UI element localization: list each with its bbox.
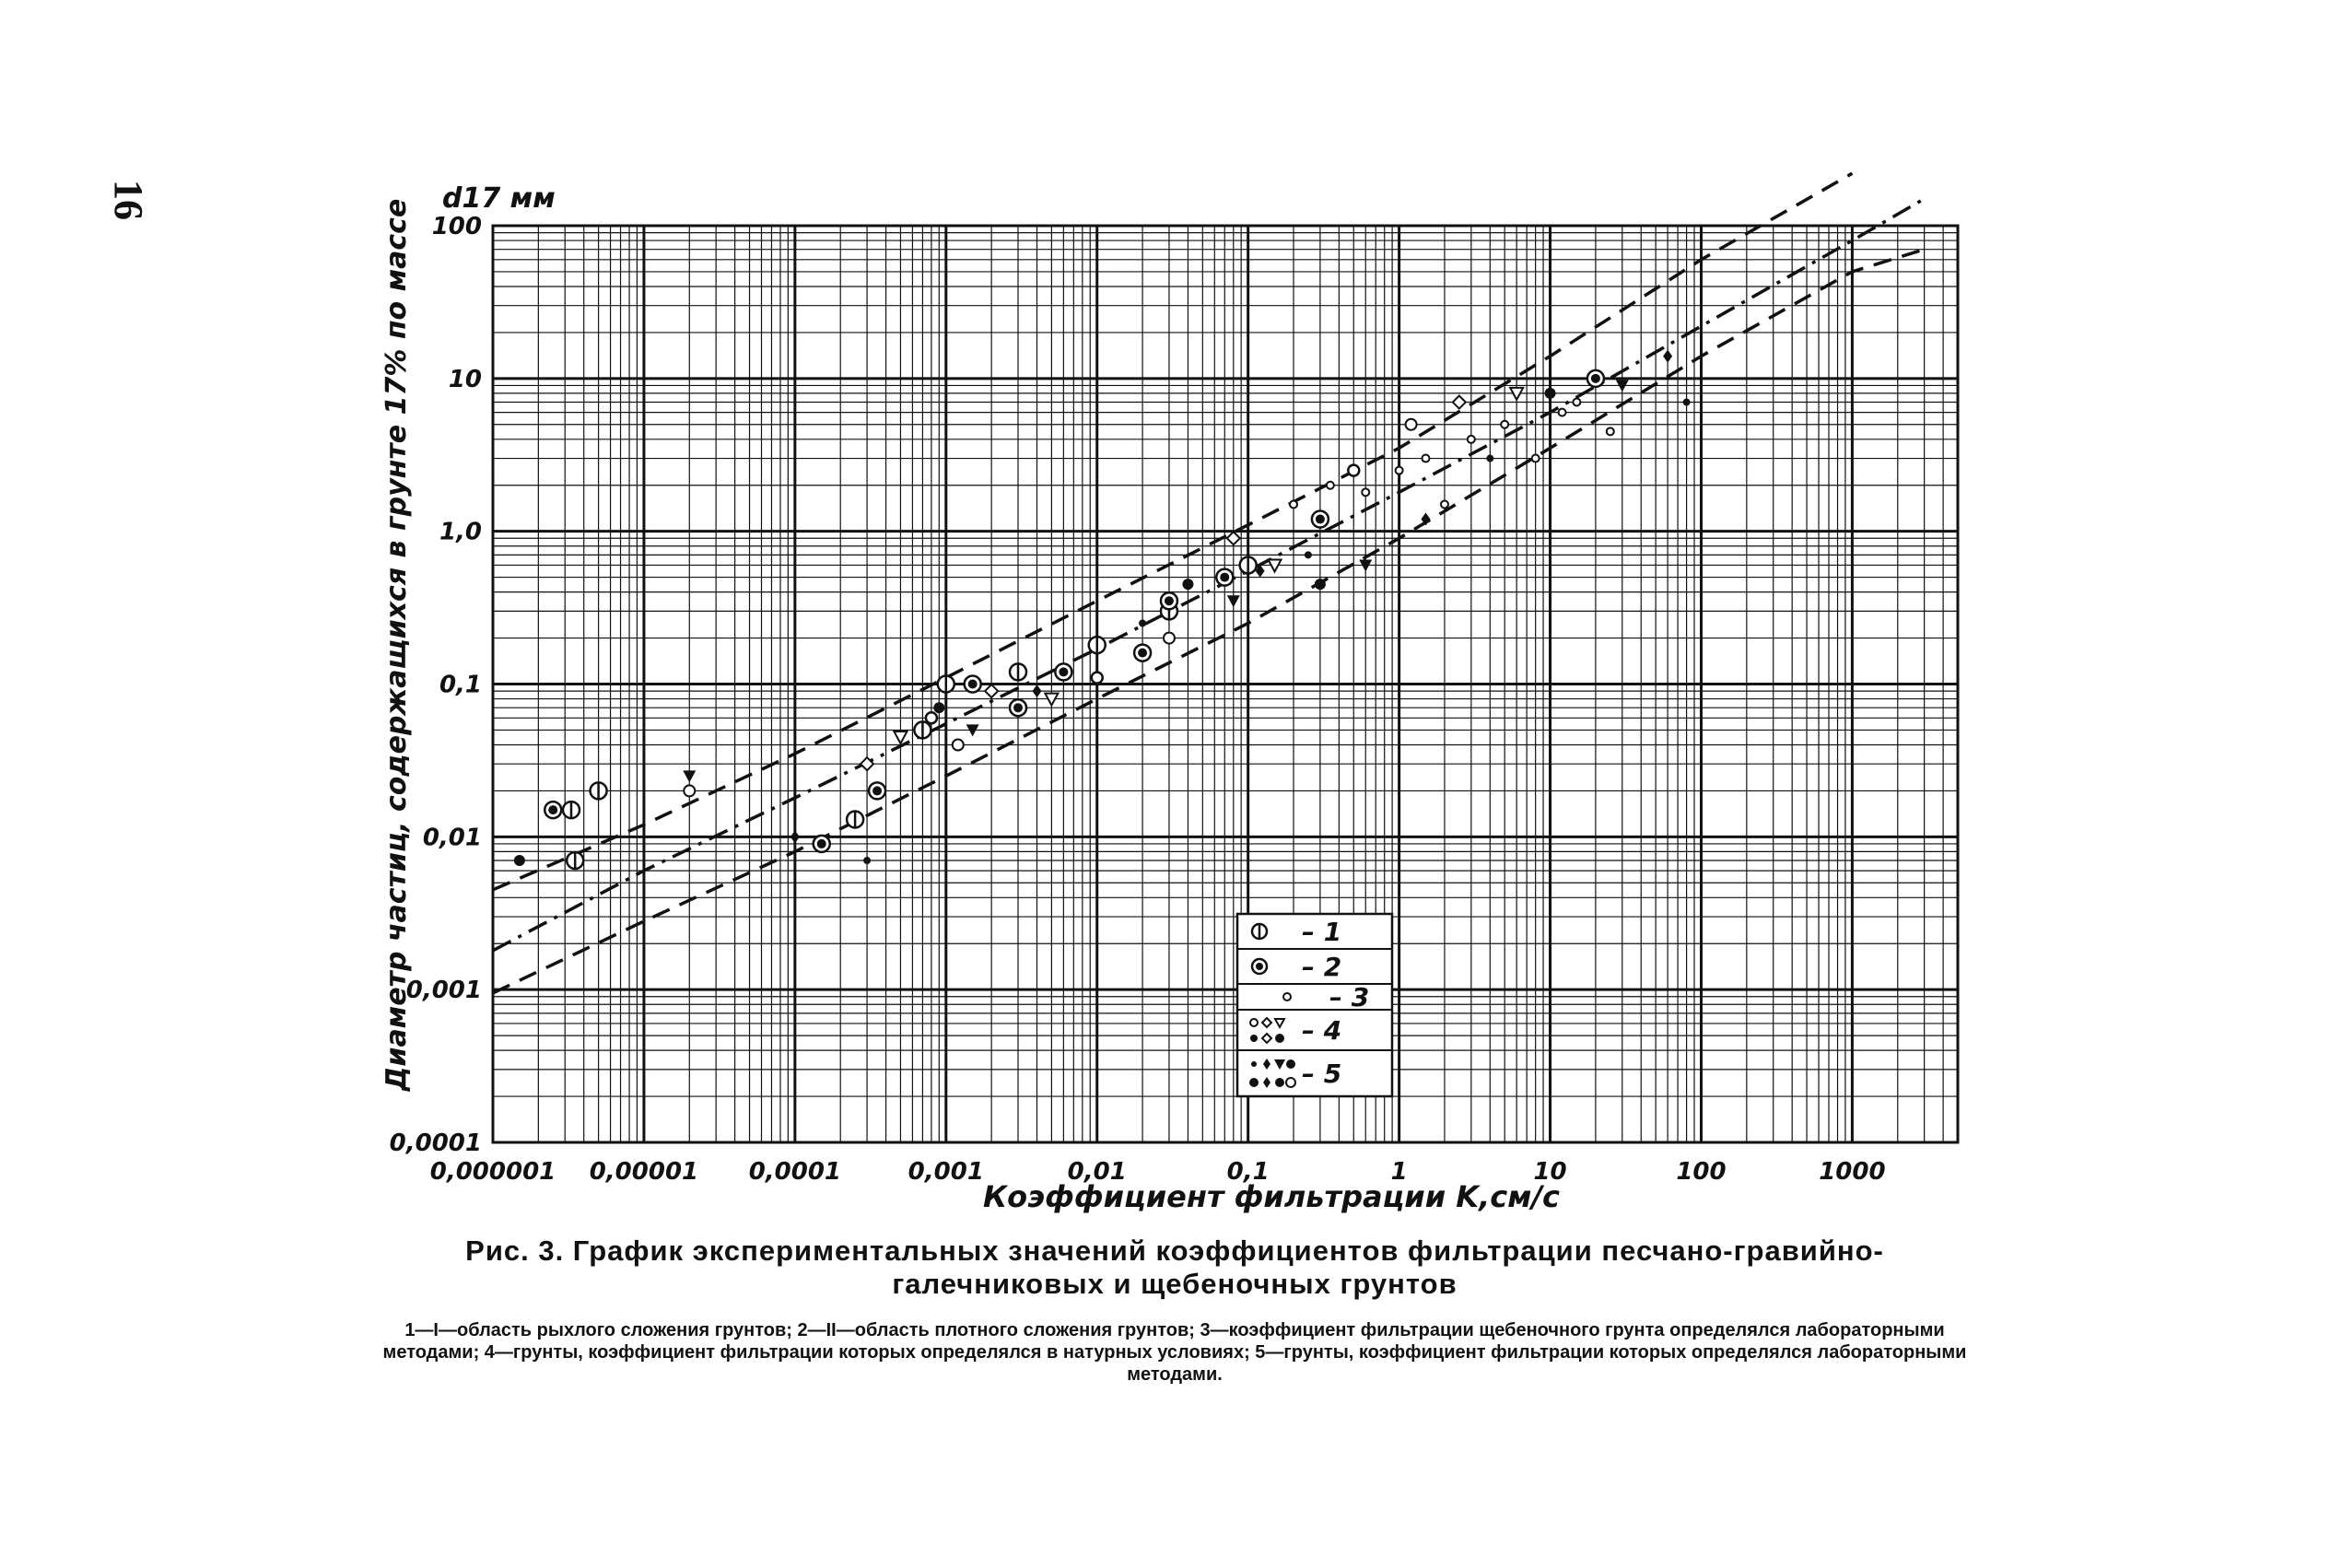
data-point [1468, 436, 1475, 443]
legend-label: – 3 [1329, 982, 1370, 1012]
data-point [1249, 1078, 1259, 1087]
data-point [1227, 595, 1240, 607]
y-tick-label: 0,0001 [389, 1129, 482, 1157]
data-point [1227, 532, 1240, 544]
data-point [567, 852, 583, 869]
data-point [1139, 620, 1146, 627]
data-point [563, 802, 580, 818]
data-point [1055, 663, 1071, 680]
y-tick-label: 1,0 [439, 518, 482, 546]
data-point [863, 857, 871, 864]
data-point [1250, 1035, 1258, 1042]
x-tick-label: 1000 [1819, 1158, 1886, 1186]
y-axis-label: Диаметр частиц, содержащихся в грунте 17% по массе [381, 198, 413, 1092]
legend-label: – 5 [1302, 1059, 1342, 1089]
legend-label: – 1 [1302, 917, 1342, 947]
y-tick-label: 0,1 [439, 671, 482, 699]
data-point [1010, 699, 1026, 716]
data-point [965, 676, 981, 693]
x-tick-label: 0,00001 [589, 1158, 699, 1186]
data-point [1587, 370, 1604, 387]
figure-notes: 1—I—область рыхлого сложения грунтов; 2—II—область плотного сложения грунтов; 3—коэффициент фильтрации щебеночного грунта определялся лабораторными методами; 4—грунты, коэффициент фильтрации которых определялся в натурных условиях; 5—грунты, коэффициент фильтрации которых определялся лабораторными методами. [382, 1320, 1967, 1385]
data-point [1607, 427, 1614, 435]
data-point [683, 770, 696, 782]
data-point [1240, 556, 1257, 573]
legend [1237, 914, 1392, 1096]
data-point [544, 802, 561, 818]
data-point [894, 731, 907, 743]
data-point [1486, 455, 1493, 462]
x-tick-label: 0,0001 [748, 1158, 842, 1186]
data-point [1305, 551, 1312, 558]
data-point [1532, 455, 1540, 462]
data-point [985, 685, 998, 697]
data-point [1275, 1034, 1284, 1043]
data-point [869, 782, 885, 799]
data-point [1252, 924, 1267, 939]
data-point [1286, 1059, 1295, 1069]
data-point [1327, 482, 1334, 489]
data-point [1286, 1078, 1295, 1087]
y-tick-label: 100 [431, 213, 482, 240]
data-point [1164, 633, 1175, 644]
data-point [1251, 1061, 1257, 1067]
x-tick-label: 0,01 [1067, 1158, 1127, 1186]
data-point [953, 739, 964, 750]
data-point [1348, 465, 1359, 476]
data-point [790, 830, 800, 843]
data-point [591, 782, 607, 799]
data-point [1290, 500, 1297, 508]
chart-grid [493, 226, 1958, 1142]
y-tick-label: 0,01 [422, 824, 482, 852]
data-point [1441, 500, 1448, 508]
legend-label: – 4 [1302, 1015, 1342, 1046]
y-tick-label: 10 [448, 365, 482, 393]
boundary-line [493, 250, 1925, 993]
data-point [1252, 959, 1267, 974]
data-point [1134, 645, 1151, 661]
data-point [1453, 396, 1466, 409]
data-point [1161, 592, 1177, 609]
data-point [1182, 579, 1193, 590]
y-tick-label: 0,001 [405, 977, 482, 1005]
x-tick-label: 0,1 [1226, 1158, 1270, 1186]
x-tick-label: 10 [1533, 1158, 1567, 1186]
data-point [1501, 421, 1508, 428]
data-point [1275, 1078, 1284, 1087]
figure-caption: Рис. 3. График экспериментальных значений коэффициентов фильтрации песчано-гравийно-галечниковых и щебеночных грунтов [465, 1235, 1884, 1300]
legend-label: – 2 [1302, 952, 1342, 982]
data-point [1406, 419, 1417, 430]
x-tick-label: 1 [1390, 1158, 1408, 1186]
data-point [1283, 993, 1291, 1000]
data-point [1559, 409, 1566, 416]
data-point [847, 811, 863, 827]
data-point [933, 702, 944, 713]
data-point [514, 855, 525, 866]
data-point [914, 721, 931, 738]
data-point [1545, 388, 1556, 399]
data-point [1312, 511, 1329, 528]
data-point [938, 676, 954, 693]
data-point [1663, 350, 1672, 363]
x-axis-label: Коэффициент фильтрации K,см/с [983, 1179, 1560, 1214]
x-tick-label: 100 [1676, 1158, 1727, 1186]
data-point [1216, 569, 1233, 586]
data-point [1010, 663, 1026, 680]
data-point [1315, 579, 1326, 590]
data-point [1250, 1019, 1258, 1026]
data-point [1573, 399, 1580, 406]
data-point [926, 712, 937, 723]
boundary-lines [493, 173, 1925, 993]
data-point [814, 836, 830, 852]
data-point [1422, 455, 1429, 462]
data-point [1089, 637, 1106, 653]
data-point [1396, 467, 1403, 474]
y-unit-label: d17 мм [442, 182, 556, 215]
x-tick-label: 0,000001 [429, 1158, 556, 1186]
data-point [684, 785, 695, 796]
x-tick-label: 0,001 [907, 1158, 984, 1186]
data-point [1092, 673, 1103, 684]
data-point [1362, 488, 1369, 496]
data-point [1033, 685, 1042, 697]
page-number: 16 [106, 180, 151, 220]
data-point [1683, 399, 1691, 406]
